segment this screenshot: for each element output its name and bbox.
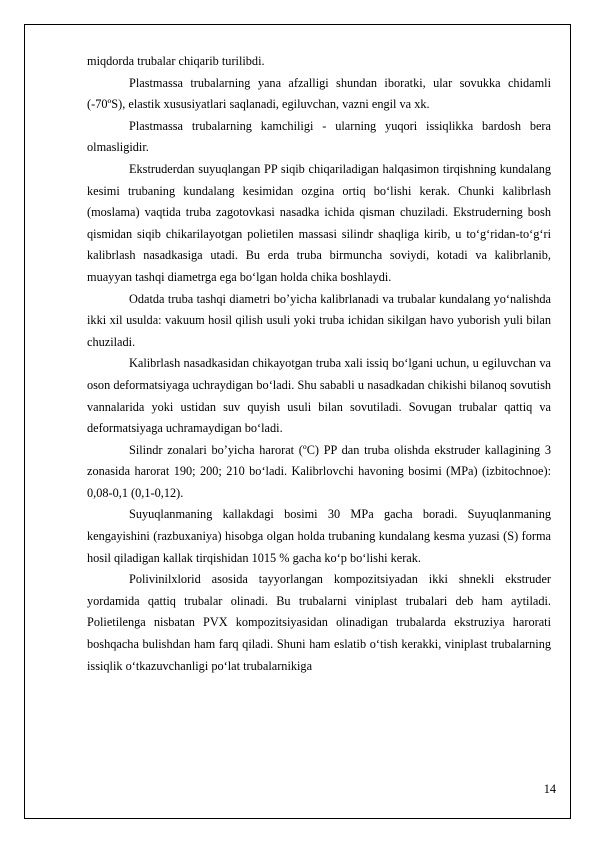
page-number: 14 [543, 782, 556, 796]
paragraph: Plastmassa trubalarning yana afzalligi shundan iboratki, ular sovukka chidamli (-70ºS), elastik xususiyatlari saqlanadi, egiluvchan, vazni engil va xk. [87, 75, 551, 112]
paragraph: miqdorda trubalar chiqarib turilibdi. [87, 54, 265, 68]
paragraph: Suyuqlanmaning kallakdagi bosimi 30 MPa gacha boradi. Suyuqlanmaning kengayishini (razbuxaniya) hisobga olgan holda trubaning kundalang kesma yuzasi (S) forma hosil qiladigan kallak tirqishidan 1015 % gacha ko‘p bo‘lishi kerak. [87, 507, 551, 565]
paragraph: Polivinilxlorid asosida tayyorlangan kompozitsiyadan ikki shnekli ekstruder yordamida qattiq trubalar olinadi. Bu trubalarni viniplast trubalari deb ham aytiladi. Polietilenga nisbatan PVX kompozitsiyasidan olinadigan trubalarda ekstruziya harorati boshqacha bulishdan ham farq qiladi. Shuni ham eslatib o‘tish kerakki, viniplast trubalarning issiqlik o‘tkazuvchanligi po‘lat trubalarnikiga [87, 572, 551, 673]
paragraph: Ekstruderdan suyuqlangan PP siqib chiqariladigan halqasimon tirqishning kundalang kesimi trubaning kundalang kesimidan ozgina ortiq bo‘lishi kerak. Chunki kalibrlash (moslama) vaqtida truba zagotovkasi nasadka ichida qisman chuziladi. Ekstruderning bosh qismidan siqib chikarilayotgan polietilen massasi silindr shaqliga kirib, u to‘g‘ridan-to‘g‘ri kalibrlash nasadkasiga utadi. Bu erda truba birmuncha soviydi, kotadi va kalibrlanib, muayyan tashqi diametrga ega bo‘lgan holda chika boshlaydi. [87, 161, 551, 284]
body-text [87, 51, 551, 677]
paragraph: Odatda truba tashqi diametri bo’yicha kalibrlanadi va trubalar kundalang yo‘nalishda ikki xil usulda: vakuum hosil qilish usuli yoki truba ichidan sikilgan havo yuborish yuli bilan chuziladi. [87, 291, 551, 349]
paragraph: Kalibrlash nasadkasidan chikayotgan truba xali issiq bo‘lgani uchun, u egiluvchan va oson deformatsiyaga uchraydigan bo‘ladi. Shu sababli u nasadkadan chikishi bilanoq sovutish vannalarida yoki ustidan suv quyish usuli bilan sovutiladi. Sovugan trubalar qattiq va deformatsiyaga uchramaydigan bo‘ladi. [87, 356, 551, 436]
paragraph: Plastmassa trubalarning kamchiligi - ularning yuqori issiqlikka bardosh bera olmasligidir. [87, 118, 551, 155]
paragraph: Silindr zonalari bo’yicha harorat (ºC) PP dan truba olishda ekstruder kallagining 3 zonasida harorat 190; 200; 210 bo‘ladi. Kalibrlovchi havoning bosimi (MPa) (izbitochnoe): 0,08-0,1 (0,1-0,12). [87, 442, 551, 500]
